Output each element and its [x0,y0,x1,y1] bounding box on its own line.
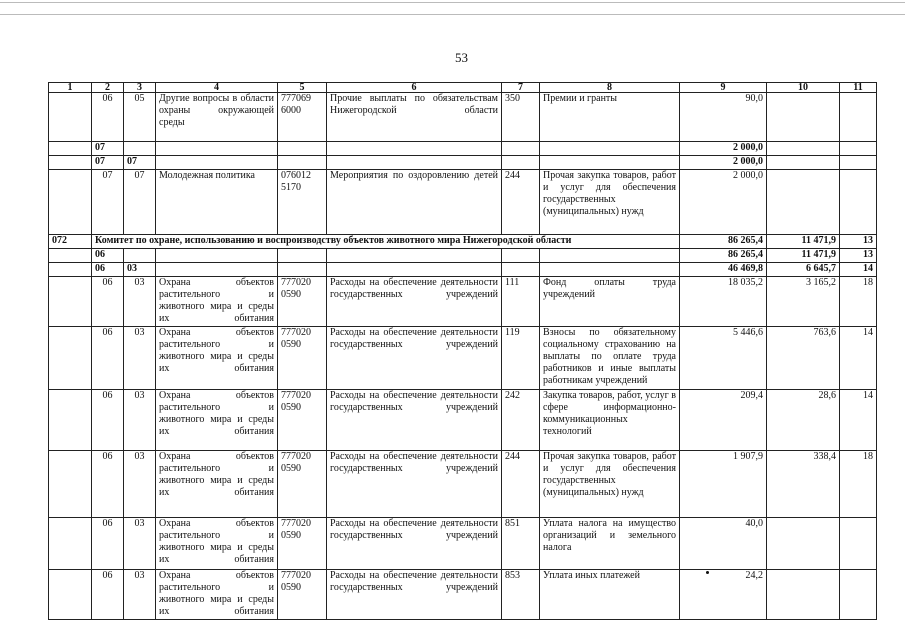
table-row [49,142,877,156]
cell-amount-3: 18 [840,277,877,327]
cell-amount-3 [840,570,877,620]
column-header: 7 [502,83,540,93]
cell-target-article: 777020 0590 [278,390,327,451]
table-row [49,518,877,570]
cell-expense-name [540,263,680,277]
cell-subsection-name: Охрана объектов растительного и животного мира и среды их обитания [156,277,278,327]
cell-amount-2: 3 165,2 [767,277,840,327]
column-header: 2 [92,83,124,93]
cell-amount: 40,0 [680,518,767,570]
cell-amount-2 [767,518,840,570]
table-row [49,93,877,142]
cell-subsection: 03 [124,518,156,570]
cell-expense-name [540,142,680,156]
cell-expense-name: Взносы по обязательному социальному страхованию на выплаты по оплате труда работников и иные выплаты работникам учреждений [540,327,680,390]
cell-chapter [49,570,92,620]
cell-amount-2 [767,142,840,156]
cell-section: 06 [92,390,124,451]
cell-expense-name: Уплата иных платежей [540,570,680,620]
table-row [49,156,877,170]
cell-subsection-name: Охрана объектов растительного и животного мира и среды их обитания [156,390,278,451]
cell-amount-3: 13 [840,249,877,263]
cell-amount: 86 265,4 [680,235,767,249]
cell-expense-type: 244 [502,170,540,235]
column-header: 8 [540,83,680,93]
cell-subsection-name [156,249,278,263]
cell-subsection: 05 [124,93,156,142]
committee-title: Комитет по охране, использованию и воспроизводству объектов животного мира Нижегородской области [92,235,680,249]
cell-target-article: 777020 0590 [278,570,327,620]
page-number: 53 [455,50,468,65]
cell-article-name [327,142,502,156]
cell-target-article [278,263,327,277]
cell-expense-type: 853 [502,570,540,620]
cell-article-name: Расходы на обеспечение деятельности государственных учреждений [327,277,502,327]
cell-section: 06 [92,263,124,277]
cell-article-name: Расходы на обеспечение деятельности государственных учреждений [327,570,502,620]
cell-amount-3 [840,156,877,170]
cell-expense-name: Прочая закупка товаров, работ и услуг для обеспечения государственных (муниципальных) нужд [540,170,680,235]
cell-expense-type: 111 [502,277,540,327]
cell-expense-name: Закупка товаров, работ, услуг в сфере информационно-коммуникационных технологий [540,390,680,451]
cell-article-name: Прочие выплаты по обязательствам Нижегородской области [327,93,502,142]
cell-target-article: 076012 5170 [278,170,327,235]
cell-article-name [327,249,502,263]
table-row [49,249,877,263]
cell-subsection-name: Охрана объектов растительного и животного мира и среды их обитания [156,327,278,390]
table-row [49,451,877,518]
cell-chapter [49,249,92,263]
cell-amount-2: 11 471,9 [767,235,840,249]
cell-amount-2: 11 471,9 [767,249,840,263]
cell-subsection-name [156,156,278,170]
cell-chapter [49,327,92,390]
cell-article-name: Расходы на обеспечение деятельности государственных учреждений [327,518,502,570]
cell-expense-name [540,249,680,263]
cell-expense-type: 119 [502,327,540,390]
table-header-row [49,83,877,93]
cell-article-name: Расходы на обеспечение деятельности государственных учреждений [327,327,502,390]
cell-amount-2: 763,6 [767,327,840,390]
budget-table [48,82,877,620]
cell-amount-3 [840,518,877,570]
cell-amount: 90,0 [680,93,767,142]
cell-subsection-name [156,142,278,156]
column-header: 3 [124,83,156,93]
cell-amount: 46 469,8 [680,263,767,277]
cell-subsection: 07 [124,170,156,235]
cell-amount: 24,2 [680,570,767,620]
cell-target-article: 777020 0590 [278,451,327,518]
cell-subsection [124,142,156,156]
cell-target-article: 777069 6000 [278,93,327,142]
cell-amount: 2 000,0 [680,142,767,156]
cell-subsection [124,249,156,263]
cell-section: 06 [92,327,124,390]
cell-expense-type: 851 [502,518,540,570]
cell-expense-name: Уплата налога на имущество организаций и земельного налога [540,518,680,570]
cell-amount-2 [767,170,840,235]
cell-chapter [49,170,92,235]
cell-expense-type: 350 [502,93,540,142]
table-row [49,327,877,390]
table-row [49,570,877,620]
cell-subsection: 07 [124,156,156,170]
cell-chapter [49,93,92,142]
cell-target-article: 777020 0590 [278,277,327,327]
cell-article-name: Расходы на обеспечение деятельности государственных учреждений [327,451,502,518]
cell-amount-2: 6 645,7 [767,263,840,277]
table-row [49,390,877,451]
table-row [49,263,877,277]
cell-subsection-name: Охрана объектов растительного и животного мира и среды их обитания [156,570,278,620]
cell-amount-3: 14 [840,327,877,390]
cell-amount: 209,4 [680,390,767,451]
cell-amount-2 [767,93,840,142]
table-row-committee [49,235,877,249]
cell-expense-name: Прочая закупка товаров, работ и услуг для обеспечения государственных (муниципальных) нужд [540,451,680,518]
cell-amount: 2 000,0 [680,170,767,235]
cell-subsection: 03 [124,277,156,327]
cell-expense-type: 244 [502,451,540,518]
cell-chapter [49,142,92,156]
column-header: 10 [767,83,840,93]
cell-section: 06 [92,93,124,142]
cell-section: 07 [92,142,124,156]
cell-amount-2: 28,6 [767,390,840,451]
cell-chapter [49,390,92,451]
column-header: 11 [840,83,877,93]
cell-chapter [49,156,92,170]
cell-target-article [278,249,327,263]
cell-amount-3: 13 [840,235,877,249]
cell-chapter [49,277,92,327]
cell-expense-name: Премии и гранты [540,93,680,142]
cell-subsection-name [156,263,278,277]
column-header: 5 [278,83,327,93]
cell-amount-2: 338,4 [767,451,840,518]
cell-chapter [49,263,92,277]
cell-target-article: 777020 0590 [278,327,327,390]
cell-section: 06 [92,518,124,570]
column-header: 9 [680,83,767,93]
cell-article-name: Расходы на обеспечение деятельности государственных учреждений [327,390,502,451]
cell-chapter [49,518,92,570]
cell-amount: 2 000,0 [680,156,767,170]
cell-subsection-name: Молодежная политика [156,170,278,235]
cell-expense-name [540,156,680,170]
column-header: 6 [327,83,502,93]
column-header: 4 [156,83,278,93]
cell-amount-3 [840,142,877,156]
cell-subsection-name: Охрана объектов растительного и животного мира и среды их обитания [156,451,278,518]
cell-article-name [327,156,502,170]
cell-chapter: 072 [49,235,92,249]
cell-amount-3 [840,93,877,142]
cell-section: 06 [92,451,124,518]
cell-amount-3: 14 [840,263,877,277]
column-header: 1 [49,83,92,93]
cell-subsection-name: Другие вопросы в области охраны окружающей среды [156,93,278,142]
cell-subsection: 03 [124,327,156,390]
cell-subsection: 03 [124,570,156,620]
cell-section: 07 [92,156,124,170]
cell-article-name: Мероприятия по оздоровлению детей [327,170,502,235]
top-rule [0,14,905,15]
cell-amount: 1 907,9 [680,451,767,518]
cell-amount: 18 035,2 [680,277,767,327]
cell-expense-type [502,142,540,156]
cell-expense-type [502,249,540,263]
cell-amount-2 [767,570,840,620]
cell-expense-type: 242 [502,390,540,451]
cell-amount-3 [840,170,877,235]
cell-amount: 5 446,6 [680,327,767,390]
table-row [49,170,877,235]
cell-subsection: 03 [124,263,156,277]
cell-expense-type [502,263,540,277]
cell-section: 07 [92,170,124,235]
cell-target-article: 777020 0590 [278,518,327,570]
scan-speck [706,571,709,574]
cell-article-name [327,263,502,277]
cell-subsection-name: Охрана объектов растительного и животного мира и среды их обитания [156,518,278,570]
cell-amount-3: 14 [840,390,877,451]
cell-subsection: 03 [124,390,156,451]
cell-expense-name: Фонд оплаты труда учреждений [540,277,680,327]
table-row [49,277,877,327]
cell-target-article [278,142,327,156]
cell-section: 06 [92,249,124,263]
cell-section: 06 [92,570,124,620]
cell-expense-type [502,156,540,170]
top-rule [0,2,905,3]
cell-chapter [49,451,92,518]
cell-amount: 86 265,4 [680,249,767,263]
cell-amount-3: 18 [840,451,877,518]
cell-subsection: 03 [124,451,156,518]
cell-target-article [278,156,327,170]
cell-amount-2 [767,156,840,170]
cell-section: 06 [92,277,124,327]
